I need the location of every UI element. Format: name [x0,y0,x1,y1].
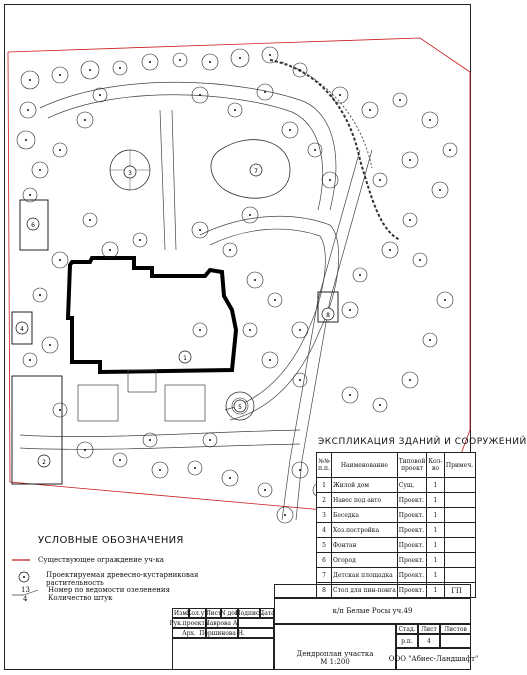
tree-trunk [84,119,86,121]
cell-qty: 1 [427,553,444,568]
cell-project: Сущ. [397,478,427,493]
alley [172,110,176,250]
project-name [274,598,471,624]
cell-project: Проект. [397,493,427,508]
cell-name: Жилой дом [332,478,398,493]
flower-bed [165,385,205,421]
col-header: Лист [205,609,222,617]
zone-label [322,308,334,320]
path-curve [48,95,323,210]
cell-name: Хоз.постройка [332,523,398,538]
zone-label [179,351,191,363]
tree-trunk [209,439,211,441]
sheet-code [274,584,471,598]
tree-trunk [339,94,341,96]
col-header: Изм [173,609,188,617]
car-shelter [12,376,62,484]
cell-note [444,493,475,508]
tree-trunk [209,61,211,63]
tree-trunk [229,249,231,251]
tree-trunk [139,239,141,241]
table-row [317,553,476,568]
cell-name: Огород [332,553,398,568]
cell-qty: 1 [427,493,444,508]
tree-trunk [229,477,231,479]
house-outline [68,258,236,372]
zone-number: 1 [183,355,187,362]
tree-trunk [89,219,91,221]
cell-project: Проект. [397,523,427,538]
cell-project: Проект. [397,583,427,598]
table-header-row [317,453,476,478]
legend-title: УСЛОВНЫЕ ОБОЗНАЧЕНИЯ [38,535,184,546]
tree-trunk [389,249,391,251]
tree-trunk [439,189,441,191]
title-block [169,584,479,670]
tree-trunk [149,439,151,441]
legend-num-label-2: Количество штук [48,594,113,602]
tree-trunk [254,279,256,281]
table-row [317,508,476,523]
cell-num: 3 [317,508,332,523]
table-row [317,523,476,538]
tree-trunk [249,214,251,216]
tree-trunk [409,379,411,381]
cell-project: Проект. [397,568,427,583]
tree-trunk [429,339,431,341]
zone-number: 3 [128,170,132,177]
tree-trunk [449,149,451,151]
sheet-value: 4 [418,634,440,648]
header-cell: №№ п.п. [317,453,332,478]
legend-tree-label-1: Проектируемая древесно-кустарниковая [46,571,199,579]
tree-trunk [194,467,196,469]
explication-table [316,452,476,598]
zone-number: 7 [254,168,258,175]
cell-note [444,478,475,493]
tree-trunk [409,159,411,161]
role-1: Рук.проекта [169,619,209,627]
cell-qty: 1 [427,538,444,553]
zone-number: 8 [326,312,330,319]
zone-label [234,400,246,412]
tree-trunk [359,274,361,276]
tree-trunk [289,129,291,131]
sheets-value [440,634,471,648]
empty-cell [172,638,274,670]
cell-num: 7 [317,568,332,583]
stage-label: Стад. [396,624,418,634]
zone-number: 4 [20,326,24,333]
table-row [317,568,476,583]
zone-number: 6 [31,222,35,229]
cell-note [444,508,475,523]
header-cell: Примеч. [444,453,475,478]
cell-qty: 1 [427,523,444,538]
cell-project: Проект. [397,538,427,553]
zone-label [250,164,262,176]
col-header: Кол.уч [186,609,209,617]
legend-fence-label: Существующее ограждение уч-ка [38,556,164,564]
legend-tree-label-2: растительность [46,579,104,587]
header-cell: Типовой проект [397,453,427,478]
tree-trunk [179,59,181,61]
cell-name: Беседка [332,508,398,523]
legend-num-bottom: 4 [23,595,28,603]
tree-trunk [284,514,286,516]
tree-trunk [119,459,121,461]
tree-trunk [299,69,301,71]
tree-trunk [159,469,161,471]
table-row [317,538,476,553]
tree-trunk [314,149,316,151]
cell-name: Стол для пин-понга [332,583,398,598]
cell-qty: 1 [427,583,444,598]
tree-trunk [329,179,331,181]
tree-trunk [59,149,61,151]
tree-trunk [27,109,29,111]
cell-note [444,568,475,583]
tree-trunk [299,379,301,381]
tree-trunk [249,329,251,331]
tree-trunk [25,139,27,141]
tree-trunk [119,67,121,69]
cell-qty: 1 [427,568,444,583]
company-name: ООО "Абиес-Ландшафт" [388,655,479,663]
tree-trunk [379,404,381,406]
cell-name: Навес под авто [332,493,398,508]
cell-note [444,553,475,568]
tree-trunk [59,259,61,261]
cell-num: 6 [317,553,332,568]
tree-trunk [274,299,276,301]
tree-trunk [369,109,371,111]
tree-trunk [234,109,236,111]
tree-trunk [239,57,241,59]
tree-trunk [264,91,266,93]
zone-label [38,455,50,467]
tree-trunk [264,489,266,491]
explication-title: ЭКСПЛИКАЦИЯ ЗДАНИЙ И СООРУЖЕНИЙ [318,437,527,447]
tree-trunk [29,194,31,196]
legend-num-top: 13 [21,586,30,594]
zone-number: 2 [42,459,46,466]
table-row [317,493,476,508]
sheet-label: Лист [418,624,440,634]
tree-trunk [59,409,61,411]
header-cell: Кол-во [427,453,444,478]
stage-value: р.п. [396,634,418,648]
col-header: N док [220,609,239,617]
cell-num: 4 [317,523,332,538]
sheet-code-text: ГП [451,587,462,595]
tree-trunk [29,359,31,361]
tree-trunk [349,309,351,311]
tree-trunk [89,69,91,71]
role-2: Арх. [172,628,206,638]
signature-1 [238,618,274,628]
flower-bed [78,385,118,421]
tree-trunk [149,61,151,63]
table-row [317,478,476,493]
zone-number: 5 [238,404,242,411]
tree-trunk [59,74,61,76]
path-curve [40,82,336,210]
tree-trunk [199,229,201,231]
person-1: Лаврова А. [204,619,240,627]
drawing-title [274,624,396,670]
cell-qty: 1 [427,478,444,493]
tree-trunk [109,249,111,251]
col-header: Подпись [235,609,263,617]
zone-label [16,322,28,334]
tree-trunk [409,219,411,221]
tree-trunk [419,259,421,261]
col-header: Дата [259,609,275,617]
tree-trunk [299,469,301,471]
cell-num: 2 [317,493,332,508]
tree-trunk [399,99,401,101]
project-name-text: к/п Белые Росы уч.49 [332,607,413,615]
tree-trunk [269,54,271,56]
drawing-name: Дендроплан участка [296,650,374,658]
legend-num-label-1: Номер по ведомости озеленения [48,586,170,594]
drawing-scale: М 1:200 [320,658,350,666]
cell-note [444,538,475,553]
tree-trunk [429,119,431,121]
zone-label [124,166,136,178]
zone-label [27,218,39,230]
cell-project: Проект. [397,553,427,568]
tree-trunk [379,179,381,181]
tree-trunk [299,329,301,331]
tree-trunk [39,294,41,296]
tree-trunk [29,79,31,81]
cell-num: 5 [317,538,332,553]
tree-trunk [39,169,41,171]
cell-qty: 1 [427,508,444,523]
tree-trunk [49,344,51,346]
sheets-label: Листов [440,624,471,634]
company [388,648,479,670]
tree-trunk [99,94,101,96]
tree-trunk [269,359,271,361]
tree-trunk [199,94,201,96]
cell-project: Проект. [397,508,427,523]
alley [160,110,165,250]
tree-trunk [84,449,86,451]
cell-name: Детская площадка [332,568,398,583]
cell-num: 8 [317,583,332,598]
person-2: Першинова Н. [199,629,245,637]
signature-2 [238,628,274,638]
tree-trunk [349,394,351,396]
cell-note [444,523,475,538]
tree-trunk [199,329,201,331]
tree-trunk [444,299,446,301]
header-cell: Наименование [332,453,398,478]
cell-num: 1 [317,478,332,493]
cell-name: Фонтан [332,538,398,553]
